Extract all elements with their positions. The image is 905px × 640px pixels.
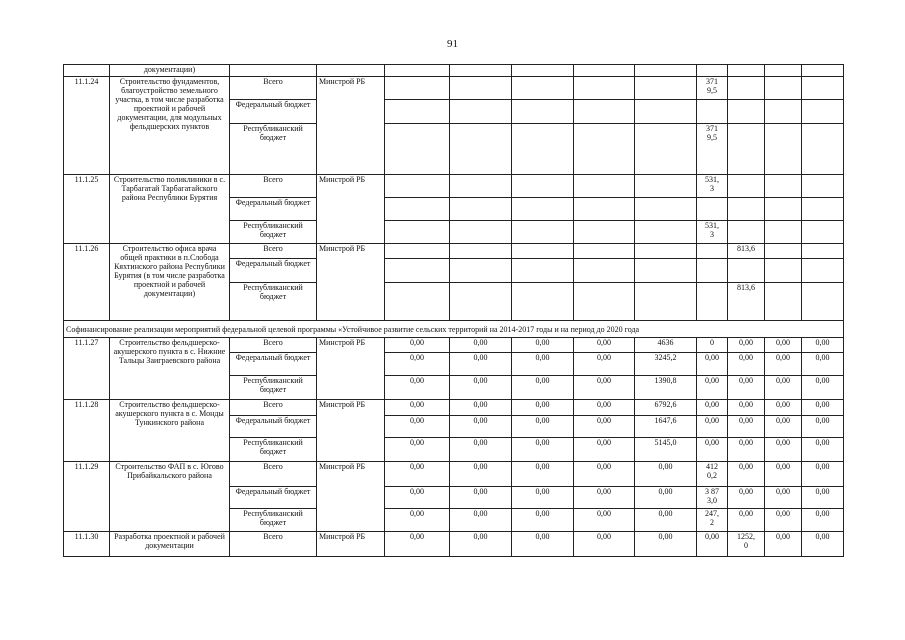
value-cell: 531, 3: [697, 221, 728, 244]
value-cell: [450, 244, 512, 259]
value-cell: [765, 283, 802, 321]
value-cell: 0,00: [765, 509, 802, 532]
value-cell: 0,00: [385, 509, 450, 532]
value-cell: [385, 77, 450, 100]
value-cell: 0,00: [765, 376, 802, 400]
value-cell: 0,00: [512, 338, 574, 353]
value-cell: 0,00: [728, 462, 765, 487]
value-cell: 0,00: [574, 509, 635, 532]
value-cell: 531, 3: [697, 175, 728, 198]
executor: Минстрой РБ: [317, 338, 385, 400]
item-name: Строительство фельдшерско-акушерского пункта в с. Нижние Тальцы Заиграевского района: [110, 338, 230, 400]
value-cell: [385, 124, 450, 175]
value-cell: [512, 259, 574, 283]
value-cell: [765, 221, 802, 244]
value-cell: [697, 198, 728, 221]
value-cell: 0,00: [635, 509, 697, 532]
value-cell: 0,00: [635, 487, 697, 509]
value-cell: 0,00: [728, 509, 765, 532]
item-name: Строительство ФАП в с. Югово Прибайкальского района: [110, 462, 230, 532]
value-cell: 0,00: [512, 416, 574, 438]
value-cell: [574, 175, 635, 198]
funding-source: Федеральный бюджет: [230, 198, 317, 221]
value-cell: [765, 175, 802, 198]
value-cell: 0: [697, 338, 728, 353]
value-cell: [728, 221, 765, 244]
value-cell: [574, 221, 635, 244]
value-cell: 0,00: [574, 376, 635, 400]
value-cell: 0,00: [697, 438, 728, 462]
value-cell: [635, 244, 697, 259]
value-cell: 0,00: [512, 462, 574, 487]
value-cell: 0,00: [450, 462, 512, 487]
value-cell: [635, 124, 697, 175]
value-cell: 0,00: [802, 416, 844, 438]
value-cell: [765, 259, 802, 283]
value-cell: 813,6: [728, 283, 765, 321]
item-name: Строительство фельдшерско-акушерского пункта в с. Монды Тункинского района: [110, 400, 230, 462]
value-cell: [385, 283, 450, 321]
value-cell: 0,00: [765, 416, 802, 438]
value-cell: 0,00: [450, 416, 512, 438]
value-cell: 371 9,5: [697, 77, 728, 100]
value-cell: 0,00: [765, 438, 802, 462]
funding-source: Всего: [230, 400, 317, 416]
funding-source: Республиканский бюджет: [230, 124, 317, 175]
value-cell: 5145,0: [635, 438, 697, 462]
value-cell: [697, 259, 728, 283]
executor: Минстрой РБ: [317, 77, 385, 175]
value-cell: 0,00: [385, 462, 450, 487]
funding-source: Республиканский бюджет: [230, 509, 317, 532]
value-cell: [802, 175, 844, 198]
value-cell: [635, 283, 697, 321]
value-cell: [574, 198, 635, 221]
section-row: [64, 321, 844, 338]
section-title: Софинансирование реализации мероприятий федеральной целевой программы «Устойчивое развитие сельских территорий на 2014-2017 годы и на период до 2020 года: [64, 321, 844, 338]
value-cell: [450, 283, 512, 321]
value-cell: 0,00: [728, 353, 765, 376]
value-cell: 371 9,5: [697, 124, 728, 175]
value-cell: [385, 221, 450, 244]
funding-source: Всего: [230, 532, 317, 557]
funding-source: Федеральный бюджет: [230, 353, 317, 376]
value-cell: 0,00: [385, 438, 450, 462]
funding-source: Всего: [230, 462, 317, 487]
value-cell: 0,00: [728, 487, 765, 509]
value-cell: 0,00: [635, 462, 697, 487]
value-cell: [697, 283, 728, 321]
funding-source: Всего: [230, 338, 317, 353]
value-cell: [802, 259, 844, 283]
executor: Минстрой РБ: [317, 532, 385, 557]
value-cell: 0,00: [802, 487, 844, 509]
value-cell: 0,00: [450, 353, 512, 376]
value-cell: [512, 77, 574, 100]
value-cell: 0,00: [512, 353, 574, 376]
value-cell: 0,00: [450, 400, 512, 416]
funding-source: Республиканский бюджет: [230, 438, 317, 462]
value-cell: [765, 124, 802, 175]
item-name: Строительство офиса врача общей практики в п.Слобода Кяхтинского района Республики Бурятия (в том числе разработка проектной и рабочей документации): [110, 244, 230, 321]
value-cell: 0,00: [802, 400, 844, 416]
value-cell: 0,00: [728, 416, 765, 438]
value-cell: [450, 100, 512, 124]
item-name: Разработка проектной и рабочей документации: [110, 532, 230, 557]
value-cell: 0,00: [574, 438, 635, 462]
funding-source: Всего: [230, 77, 317, 100]
value-cell: 0,00: [385, 338, 450, 353]
value-cell: 0,00: [765, 532, 802, 557]
value-cell: 0,00: [728, 400, 765, 416]
value-cell: [385, 244, 450, 259]
value-cell: 0,00: [385, 400, 450, 416]
value-cell: [450, 124, 512, 175]
value-cell: [385, 175, 450, 198]
value-cell: [574, 124, 635, 175]
value-cell: [512, 124, 574, 175]
table-row: [64, 338, 844, 353]
value-cell: 0,00: [574, 487, 635, 509]
value-cell: [512, 198, 574, 221]
value-cell: 1647,6: [635, 416, 697, 438]
value-cell: [765, 100, 802, 124]
value-cell: 0,00: [574, 532, 635, 557]
budget-table: [63, 64, 844, 557]
value-cell: [728, 124, 765, 175]
value-cell: 0,00: [697, 532, 728, 557]
value-cell: [512, 244, 574, 259]
value-cell: [512, 283, 574, 321]
value-cell: 0,00: [450, 376, 512, 400]
value-cell: 0,00: [697, 376, 728, 400]
item-code: 11.1.25: [64, 175, 110, 244]
value-cell: [635, 77, 697, 100]
value-cell: [802, 221, 844, 244]
item-name: Строительство фундаментов, благоустройство земельного участка, в том числе разработка проектной и рабочей документации, для модульных фельдшерских пунктов: [110, 77, 230, 175]
value-cell: [697, 100, 728, 124]
table-row: [64, 462, 844, 487]
executor: Минстрой РБ: [317, 244, 385, 321]
value-cell: 0,00: [512, 400, 574, 416]
value-cell: [450, 175, 512, 198]
item-name: Строительство поликлиники в с. Тарбагатай Тарбагатайского района Республики Бурятия: [110, 175, 230, 244]
table-row: [64, 77, 844, 100]
value-cell: [450, 198, 512, 221]
item-code: 11.1.29: [64, 462, 110, 532]
value-cell: 0,00: [574, 353, 635, 376]
value-cell: [385, 100, 450, 124]
value-cell: [765, 198, 802, 221]
executor: Минстрой РБ: [317, 175, 385, 244]
value-cell: [802, 77, 844, 100]
value-cell: [728, 175, 765, 198]
item-code: 11.1.30: [64, 532, 110, 557]
value-cell: 0,00: [385, 532, 450, 557]
value-cell: [765, 244, 802, 259]
value-cell: 0,00: [802, 532, 844, 557]
value-cell: [728, 100, 765, 124]
value-cell: [802, 124, 844, 175]
value-cell: 813,6: [728, 244, 765, 259]
value-cell: 0,00: [385, 376, 450, 400]
value-cell: [512, 221, 574, 244]
value-cell: [574, 259, 635, 283]
value-cell: 0,00: [728, 376, 765, 400]
value-cell: 1390,8: [635, 376, 697, 400]
table-row: [64, 244, 844, 259]
value-cell: [574, 77, 635, 100]
value-cell: 0,00: [450, 532, 512, 557]
value-cell: 0,00: [802, 338, 844, 353]
table-row: [64, 400, 844, 416]
funding-source: Республиканский бюджет: [230, 283, 317, 321]
executor: Минстрой РБ: [317, 462, 385, 532]
value-cell: [697, 244, 728, 259]
value-cell: 0,00: [450, 509, 512, 532]
value-cell: 0,00: [512, 509, 574, 532]
value-cell: 0,00: [512, 376, 574, 400]
value-cell: 0,00: [728, 438, 765, 462]
funding-source: Всего: [230, 175, 317, 198]
table-row: [64, 532, 844, 557]
value-cell: [574, 283, 635, 321]
value-cell: [635, 198, 697, 221]
value-cell: 0,00: [512, 438, 574, 462]
value-cell: [802, 100, 844, 124]
value-cell: 0,00: [802, 462, 844, 487]
value-cell: 0,00: [765, 462, 802, 487]
value-cell: [512, 175, 574, 198]
value-cell: [635, 221, 697, 244]
executor: Минстрой РБ: [317, 400, 385, 462]
value-cell: 0,00: [802, 353, 844, 376]
funding-source: Федеральный бюджет: [230, 416, 317, 438]
value-cell: [574, 244, 635, 259]
value-cell: 0,00: [765, 353, 802, 376]
value-cell: 0,00: [450, 438, 512, 462]
funding-source: Всего: [230, 244, 317, 259]
value-cell: 0,00: [450, 487, 512, 509]
value-cell: 0,00: [512, 487, 574, 509]
value-cell: [635, 259, 697, 283]
funding-source: Республиканский бюджет: [230, 376, 317, 400]
value-cell: 0,00: [802, 376, 844, 400]
value-cell: 0,00: [574, 416, 635, 438]
funding-source: Республиканский бюджет: [230, 221, 317, 244]
value-cell: 0,00: [385, 416, 450, 438]
value-cell: 0,00: [697, 400, 728, 416]
value-cell: 412 0,2: [697, 462, 728, 487]
value-cell: [385, 198, 450, 221]
value-cell: 0,00: [802, 509, 844, 532]
value-cell: [802, 283, 844, 321]
value-cell: 4636: [635, 338, 697, 353]
value-cell: 0,00: [385, 353, 450, 376]
value-cell: 0,00: [385, 487, 450, 509]
item-code: 11.1.27: [64, 338, 110, 400]
funding-source: Федеральный бюджет: [230, 100, 317, 124]
value-cell: 0,00: [574, 462, 635, 487]
value-cell: [635, 100, 697, 124]
value-cell: 0,00: [765, 487, 802, 509]
value-cell: [728, 259, 765, 283]
value-cell: 0,00: [574, 338, 635, 353]
value-cell: [802, 244, 844, 259]
value-cell: [802, 198, 844, 221]
value-cell: [450, 77, 512, 100]
value-cell: 0,00: [635, 532, 697, 557]
value-cell: 0,00: [697, 416, 728, 438]
value-cell: [765, 77, 802, 100]
funding-source: Федеральный бюджет: [230, 487, 317, 509]
value-cell: 0,00: [574, 400, 635, 416]
item-code: 11.1.24: [64, 77, 110, 175]
value-cell: [635, 175, 697, 198]
table-row: [64, 175, 844, 198]
value-cell: 247, 2: [697, 509, 728, 532]
value-cell: [385, 259, 450, 283]
value-cell: 0,00: [728, 338, 765, 353]
value-cell: 0,00: [697, 353, 728, 376]
value-cell: 0,00: [450, 338, 512, 353]
item-code: 11.1.26: [64, 244, 110, 321]
value-cell: 0,00: [512, 532, 574, 557]
page-number: 91: [447, 38, 458, 50]
value-cell: 6792,6: [635, 400, 697, 416]
table-row: [64, 65, 844, 77]
value-cell: 0,00: [765, 338, 802, 353]
value-cell: 3 87 3,0: [697, 487, 728, 509]
value-cell: [728, 77, 765, 100]
funding-source: Федеральный бюджет: [230, 259, 317, 283]
item-code: 11.1.28: [64, 400, 110, 462]
value-cell: [512, 100, 574, 124]
value-cell: 0,00: [802, 438, 844, 462]
value-cell: 3245,2: [635, 353, 697, 376]
value-cell: [574, 100, 635, 124]
value-cell: [728, 198, 765, 221]
value-cell: [450, 221, 512, 244]
value-cell: 1252, 0: [728, 532, 765, 557]
continued-text: документации): [110, 65, 230, 77]
value-cell: [450, 259, 512, 283]
value-cell: 0,00: [765, 400, 802, 416]
